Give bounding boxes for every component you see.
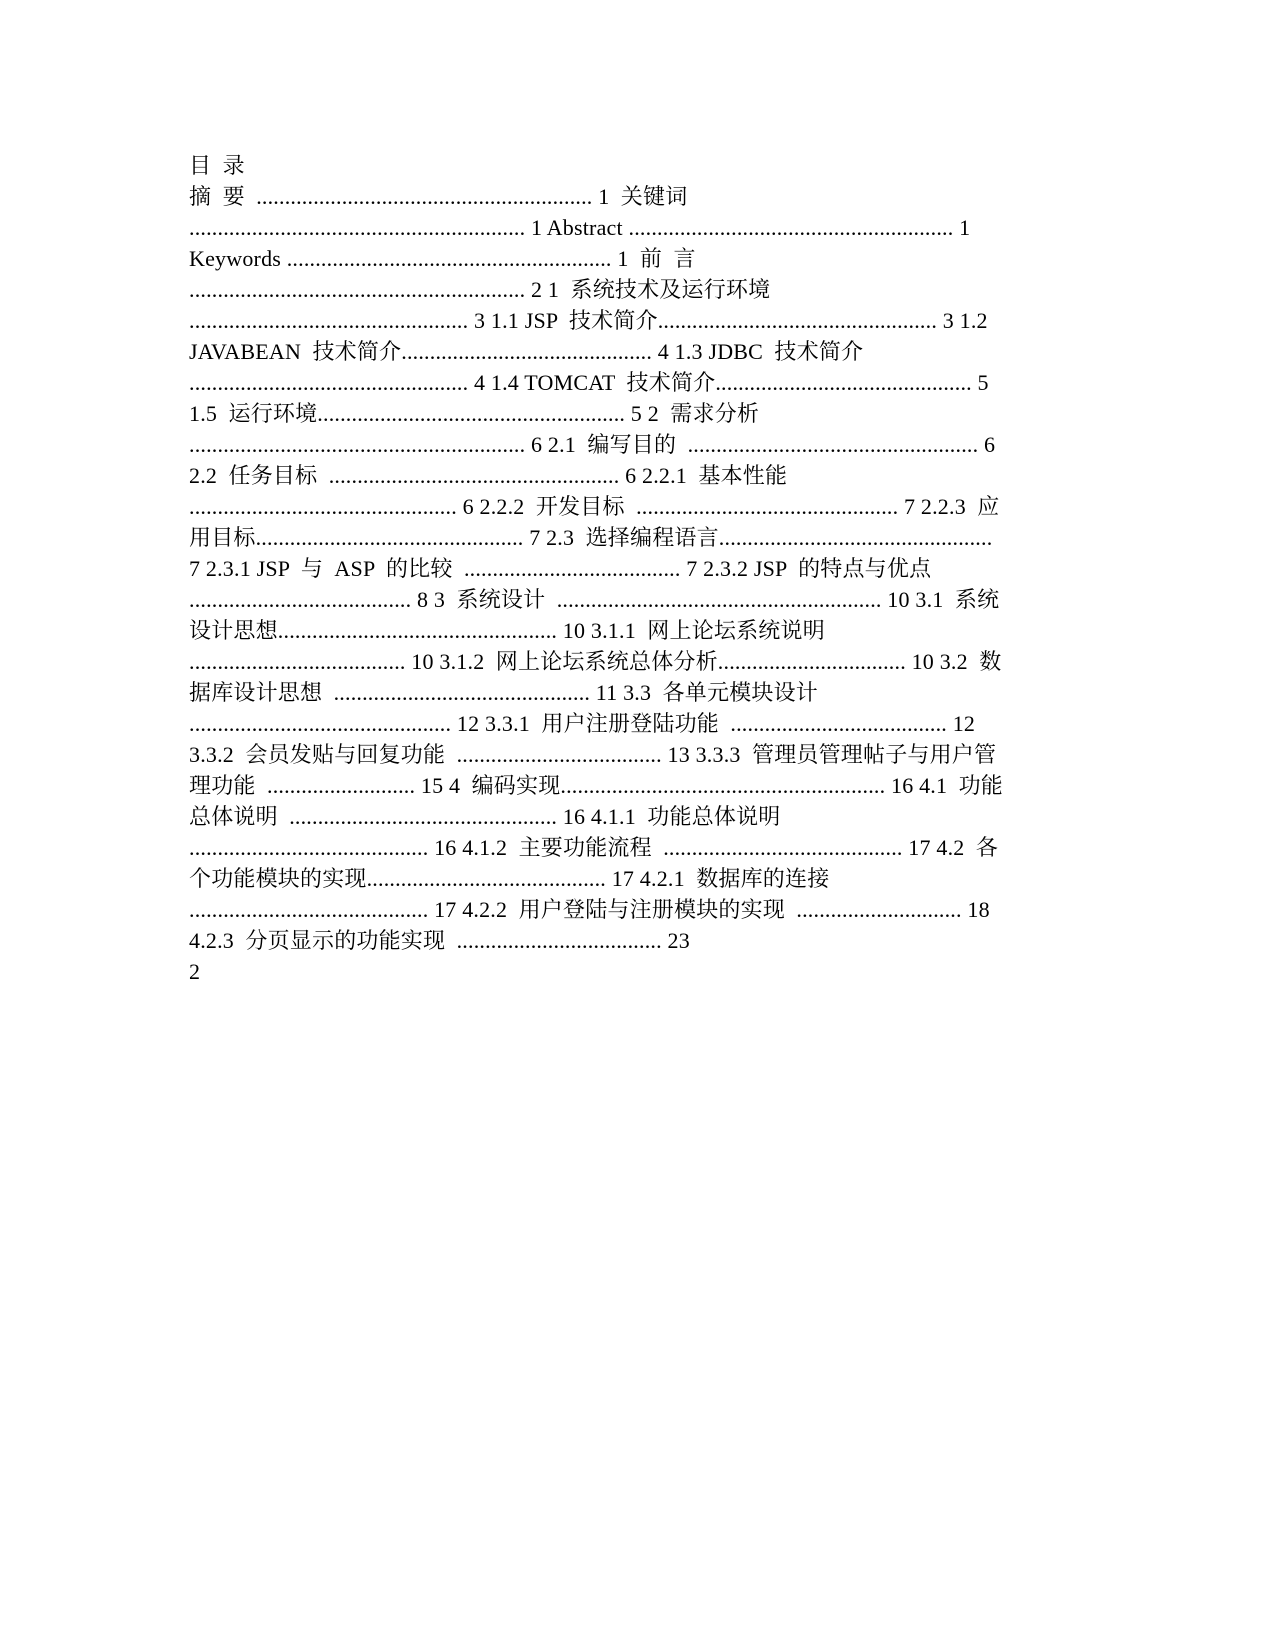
- toc-line: .......................................... 16 4.1.2 主要功能流程 .......................................... 17 4.2 各: [189, 835, 999, 860]
- toc-line: 个功能模块的实现.......................................... 17 4.2.1 数据库的连接: [189, 866, 830, 891]
- toc-line: 据库设计思想 ............................................. 11 3.3 各单元模块设计: [189, 680, 818, 705]
- toc-line: 用目标............................................... 7 2.3 选择编程语言................................................: [189, 525, 993, 550]
- toc-line: .............................................. 12 3.3.1 用户注册登陆功能 ...................................... 12: [189, 711, 976, 736]
- toc-line: ................................................. 4 1.4 TOMCAT 技术简介............................................. 5: [189, 370, 989, 395]
- toc-line: ............................................... 6 2.2.2 开发目标 .............................................. 7 2.2.3 应: [189, 494, 1000, 519]
- toc-line: ........................................................... 1 Abstract ......................................................... 1: [189, 215, 971, 240]
- toc-line: ........................................................... 2 1 系统技术及运行环境: [189, 277, 771, 302]
- toc-line: 总体说明 ............................................... 16 4.1.1 功能总体说明: [189, 804, 781, 829]
- toc-line: ...................................... 10 3.1.2 网上论坛系统总体分析................................. 10 3.2 数: [189, 649, 1002, 674]
- toc-line: .......................................... 17 4.2.2 用户登陆与注册模块的实现 ............................. 18: [189, 897, 990, 922]
- toc-line: 摘 要 ........................................................... 1 关键词: [189, 184, 688, 209]
- toc-line: ........................................................... 6 2.1 编写目的 ................................................... 6: [189, 432, 996, 457]
- page-number: 2: [189, 959, 201, 984]
- toc-line: 设计思想................................................. 10 3.1.1 网上论坛系统说明: [189, 618, 825, 643]
- toc-line: 1.5 运行环境...................................................... 5 2 需求分析: [189, 401, 760, 426]
- toc-title: 目 录: [189, 153, 245, 178]
- toc-line: 3.3.2 会员发贴与回复功能 .................................... 13 3.3.3 管理员管理帖子与用户管: [189, 742, 997, 767]
- toc-line: 理功能 .......................... 15 4 编码实现......................................................... 16 4.1 功能: [189, 773, 1004, 798]
- toc-line: 2.2 任务目标 ................................................... 6 2.2.1 基本性能: [189, 463, 788, 488]
- toc-line: JAVABEAN 技术简介............................................ 4 1.3 JDBC 技术简介: [189, 339, 864, 364]
- toc-line: ................................................. 3 1.1 JSP 技术简介................................................. 3 1.2: [189, 308, 988, 333]
- toc-line: Keywords ......................................................... 1 前 言: [189, 246, 696, 271]
- toc-line: 4.2.3 分页显示的功能实现 .................................... 23: [189, 928, 690, 953]
- toc-line: ....................................... 8 3 系统设计 ......................................................... 10 3.1 系统: [189, 587, 1000, 612]
- toc-line: 7 2.3.1 JSP 与 ASP 的比较 ...................................... 7 2.3.2 JSP 的特点与优点: [189, 556, 932, 581]
